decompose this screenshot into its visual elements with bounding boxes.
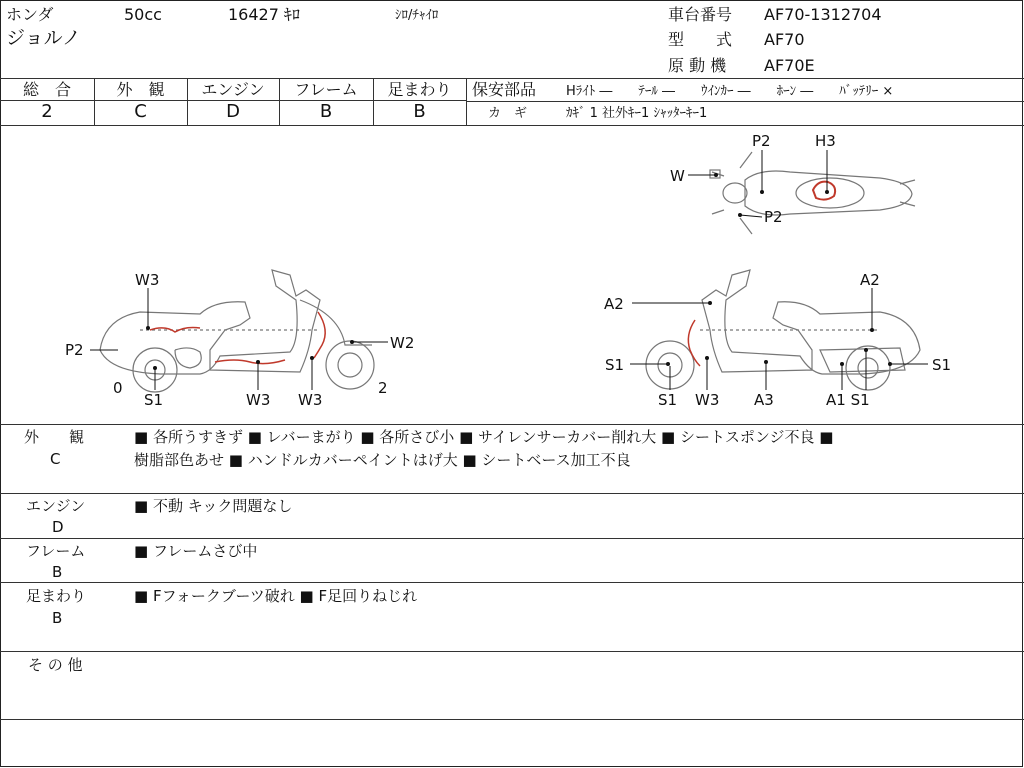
frame-no: AF70-1312704 — [764, 5, 882, 24]
rating-label-exterior: 外 観 — [116, 80, 165, 99]
leader-lines — [90, 150, 928, 390]
mileage: 16427 ｷﾛ — [228, 5, 300, 24]
maker: ホンダ — [6, 5, 54, 24]
rating-label-suspension: 足まわり — [387, 80, 452, 99]
note-text-exterior-1: ■ 各所うすきず ■ レバーまがり ■ 各所さび小 ■ サイレンサーカバー削れ大 ■ シートスポンジ不良 ■ — [134, 428, 834, 446]
rating-label-overall: 総 合 — [22, 80, 71, 99]
type-label: 型 式 — [668, 30, 733, 49]
note-label-other: そ の 他 — [28, 656, 83, 674]
diagram-label: S1 — [932, 356, 952, 374]
diagram-label: W3 — [695, 391, 720, 409]
note-grade-suspension: B — [52, 609, 63, 627]
note-label-engine: エンジン — [26, 497, 86, 515]
safety-items: Hﾗｲﾄ ― ﾃｰﾙ ― ｳｲﾝｶｰ ― ﾎｰﾝ ― ﾊﾞｯﾃﾘｰ × — [566, 84, 894, 99]
note-label-exterior: 外 観 — [24, 428, 85, 446]
rating-label-engine: エンジン — [201, 80, 265, 99]
damage-mark-left — [150, 312, 325, 364]
divider — [0, 493, 1024, 494]
diagram-label: P2 — [752, 132, 771, 150]
rating-value-frame: B — [319, 101, 333, 122]
diagram-label: P2 — [764, 208, 783, 226]
keys-label: カ ギ — [488, 106, 528, 121]
rating-label-frame: フレーム — [294, 80, 358, 99]
diagram-label: A2 — [604, 295, 624, 313]
diagram-label: W3 — [135, 271, 160, 289]
model-name: ジョルノ — [6, 27, 81, 49]
diagram-label: 2 — [378, 379, 388, 397]
diagram-label: H3 — [815, 132, 836, 150]
rating-value-suspension: B — [413, 101, 426, 122]
note-grade-exterior: C — [50, 450, 61, 468]
note-label-frame: フレーム — [26, 542, 86, 560]
divider — [0, 538, 1024, 539]
diagram-label: S1 — [658, 391, 678, 409]
diagram-label: W — [670, 167, 685, 185]
displacement: 50cc — [124, 5, 162, 24]
note-grade-frame: B — [52, 563, 63, 581]
diagram-label: A2 — [860, 271, 880, 289]
note-text-frame: ■ フレームさび中 — [134, 542, 258, 560]
divider — [0, 651, 1024, 652]
type-value: AF70 — [764, 30, 805, 49]
safety-label: 保安部品 — [472, 80, 537, 99]
rating-value-engine: D — [226, 101, 240, 122]
keys-value: ｶｷﾞ 1 社外ｷｰ1 ｼｬｯﾀｰｷｰ1 — [566, 106, 708, 121]
damage-mark-top — [813, 182, 835, 200]
diagram-label: S1 — [144, 391, 164, 409]
note-text-exterior-2: 樹脂部色あせ ■ ハンドルカバーペイントはげ大 ■ シートベース加工不良 — [134, 451, 631, 469]
rating-value-overall: 2 — [41, 101, 53, 122]
diagram-label: A1 S1 — [826, 391, 870, 409]
diagram-label: W3 — [298, 391, 323, 409]
frame-no-label: 車台番号 — [668, 5, 733, 24]
note-text-suspension: ■ Fフォークブーツ破れ ■ F足回りねじれ — [134, 587, 418, 605]
diagram-label: S1 — [605, 356, 625, 374]
engine-value: AF70E — [764, 56, 815, 75]
divider — [0, 719, 1024, 720]
diagram-label: W2 — [390, 334, 415, 352]
diagram-label: A3 — [754, 391, 774, 409]
note-label-suspension: 足まわり — [26, 587, 87, 605]
divider — [0, 582, 1024, 583]
engine-label: 原 動 機 — [668, 56, 727, 75]
note-grade-engine: D — [52, 518, 64, 536]
scooter-top-view — [710, 152, 915, 234]
damage-mark-right — [688, 320, 700, 366]
rating-value-exterior: C — [134, 101, 147, 122]
note-text-engine: ■ 不動 キック問題なし — [134, 497, 293, 515]
color: ｼﾛ/ﾁｬｲﾛ — [395, 8, 439, 23]
diagram-label: W3 — [246, 391, 271, 409]
diagram-label: P2 — [65, 341, 84, 359]
leader-dots — [146, 173, 892, 370]
diagram-label: 0 — [113, 379, 123, 397]
